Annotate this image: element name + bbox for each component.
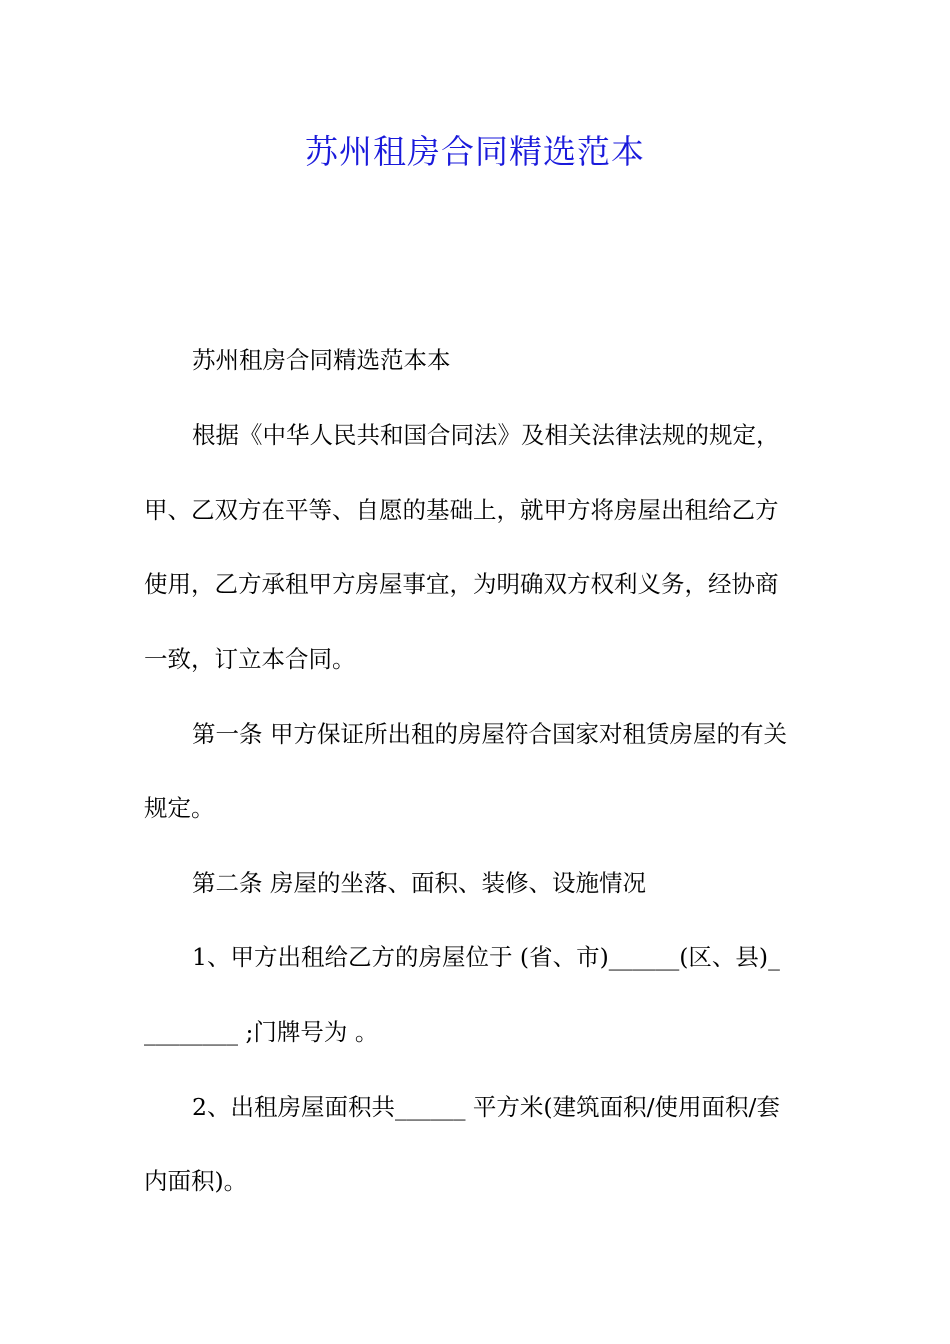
clause-line: ________ ;门牌号为 。 xyxy=(144,1018,379,1046)
paragraph-line: 使用，乙方承租甲方房屋事宜，为明确双方权利义务，经协商 xyxy=(144,570,779,598)
clause-line: 内面积)。 xyxy=(144,1167,248,1195)
paragraph-line: 甲、乙双方在平等、自愿的基础上，就甲方将房屋出租给乙方 xyxy=(144,496,779,524)
document-title: 苏州租房合同精选范本 xyxy=(305,132,645,171)
paragraph-line: 根据《中华人民共和国合同法》及相关法律法规的规定， xyxy=(192,421,780,449)
clause-line: 2、出租房屋面积共______ 平方米(建筑面积/使用面积/套 xyxy=(192,1093,780,1121)
paragraph-heading: 苏州租房合同精选范本本 xyxy=(192,346,451,374)
clause-line: 1、甲方出租给乙方的房屋位于 (省、市)______(区、县)_ xyxy=(192,943,780,971)
article-two-heading: 第二条 房屋的坐落、面积、装修、设施情况 xyxy=(192,869,646,897)
article-one-line: 第一条 甲方保证所出租的房屋符合国家对租赁房屋的有关 xyxy=(192,720,787,748)
paragraph-line: 一致，订立本合同。 xyxy=(144,645,356,673)
article-one-line: 规定。 xyxy=(144,794,215,822)
